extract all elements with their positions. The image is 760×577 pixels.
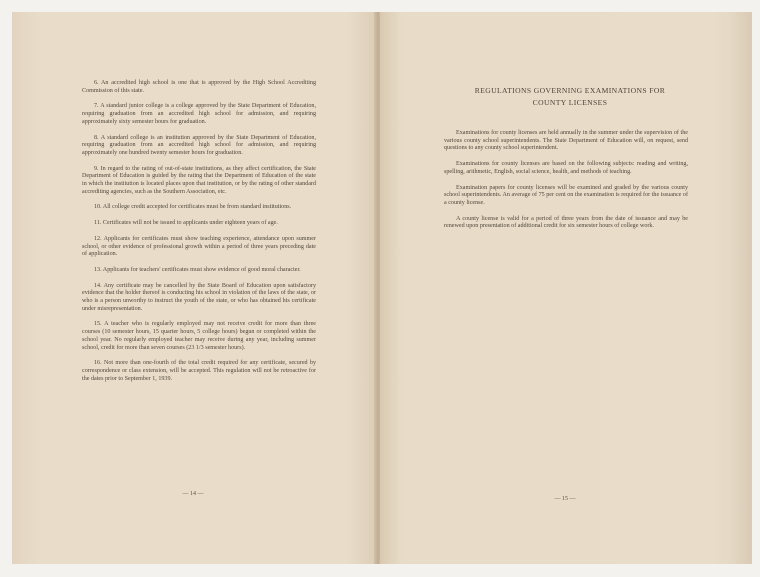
paragraph-11: 11. Certificates will not be issued to applicants under eighteen years of age. — [94, 220, 278, 227]
page-number-left: — 14 — — [182, 491, 204, 497]
section-heading-line-1: REGULATIONS GOVERNING EXAMINATIONS FOR — [474, 86, 666, 95]
paragraph-15: 15. A teacher who is regularly employed may not receive credit for more than three courses (10 semester hours, 15 quarter hours, 5 college hours) begun or completed within the school year. No regularly employed teacher may receive during any year, including summer school, credit for more than seven courses (23 1/3 semester hours). — [82, 321, 316, 351]
paragraph-8: 8. A standard college is an institution approved by the State Department of Education, requiring graduation from an accredited high school for admission, and requiring approximately one hundred twenty semester hours for graduation. — [82, 134, 316, 156]
right-page-text-column — [444, 130, 688, 239]
paragraph-12: 12. Applicants for certificates must show teaching experience, attendance upon summer school, or other evidence of professional growth within a period of three years preceding date of application. — [82, 235, 316, 258]
exam-paragraph-4: A county license is valid for a period of three years from the date of issuance and may be renewed upon presentation of additional credit for six semester hours of college work. — [444, 215, 688, 230]
exam-paragraph-1: Examinations for county licenses are held annually in the summer under the supervision of the various county school superintendents. The State Department of Education will, on request, send questions to any county school superintendent. — [444, 130, 688, 152]
section-heading-line-2: COUNTY LICENSES — [532, 98, 608, 107]
right-page — [380, 12, 752, 564]
paragraph-10: 10. All college credit accepted for certificates must be from standard institutions. — [94, 204, 292, 211]
page-edge-shadow — [712, 12, 752, 564]
page-number-right: — 15 — — [554, 496, 576, 502]
booklet-spread — [12, 12, 752, 564]
section-heading — [420, 85, 720, 109]
exam-paragraph-3: Examination papers for county licenses will be examined and graded by the various county school superintendents. An average of 75 per cent on the examination is required for the issuance of a county license. — [444, 184, 688, 206]
paragraph-13: 13. Applicants for teachers' certificates must show evidence of good moral character. — [94, 266, 301, 273]
paragraph-6: 6. An accredited high school is one that is approved by the High School Accrediting Commission of this state. — [82, 80, 316, 94]
paragraph-9: 9. In regard to the rating of out-of-state institutions, as they affect certification, the State Department of Education is guided by the rating that the Department of Education of the state in which the institution is located places upon that institution, or by the rating of other standard accrediting agencies, such as the Southern Association, etc. — [82, 165, 316, 195]
left-page — [12, 12, 376, 564]
exam-paragraph-2: Examinations for county licenses are based on the following subjects: reading and writing, spelling, arithmetic, English, social science, health, and methods of teaching. — [444, 161, 688, 175]
left-page-text-column — [82, 80, 316, 391]
paragraph-7: 7. A standard junior college is a college approved by the State Department of Education, requiring graduation from an accredited high school for admission, and requiring approximately sixty semester hours for graduation. — [82, 103, 316, 125]
paragraph-14: 14. Any certificate may be cancelled by the State Board of Education upon satisfactory evidence that the holder thereof is conducting his school in violation of the laws of the state, or who is a person unworthy to instruct the youth of the state, or who has obtained his certificate under misrepresentation. — [82, 282, 316, 312]
paragraph-16: 16. Not more than one-fourth of the total credit required for any certificate, secured by correspondence or class extension, will be accepted. This regulation will not be retroactive for the dates prior to September 1, 1939. — [82, 360, 316, 382]
